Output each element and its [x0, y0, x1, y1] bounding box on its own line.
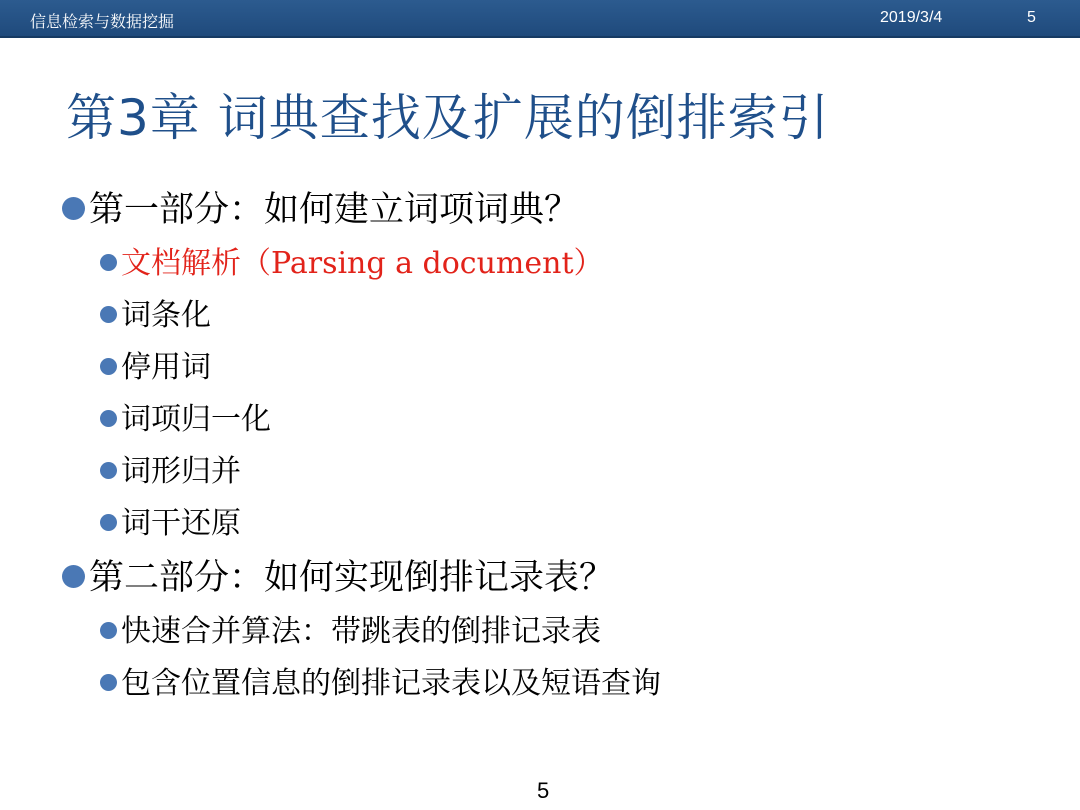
- part1-heading-item: [62, 182, 1062, 238]
- slide-title: 第3章 词典查找及扩展的倒排索引: [66, 89, 830, 147]
- slide-content: [62, 182, 1062, 710]
- list-item: [62, 394, 1062, 446]
- list-item: [62, 446, 1062, 498]
- header-bar: [0, 0, 1080, 38]
- list-item: [62, 342, 1062, 394]
- list-item-text: 词形归并: [121, 454, 241, 489]
- list-item: [62, 498, 1062, 550]
- part1-heading: 第一部分：如何建立词项词典？: [89, 190, 580, 230]
- list-item-text: 词条化: [121, 298, 211, 333]
- bullet-icon: [100, 674, 117, 691]
- part2-heading: 第二部分：如何实现倒排记录表？: [89, 558, 615, 598]
- highlighted-item-text: 文档解析（Parsing a document）: [121, 246, 604, 281]
- bullet-icon: [100, 254, 117, 271]
- list-item-text: 词项归一化: [121, 402, 271, 437]
- list-item-text: 停用词: [121, 350, 211, 385]
- bullet-icon: [62, 197, 85, 220]
- list-item: [62, 290, 1062, 342]
- list-item-text: 包含位置信息的倒排记录表以及短语查询: [121, 666, 661, 701]
- list-item: [62, 238, 1062, 290]
- course-title: 信息检索与数据挖掘: [30, 12, 175, 31]
- list-item-text: 词干还原: [121, 506, 241, 541]
- footer-page-number: 5: [537, 778, 550, 803]
- bullet-icon: [62, 565, 85, 588]
- bullet-icon: [100, 462, 117, 479]
- bullet-icon: [100, 306, 117, 323]
- bullet-icon: [100, 514, 117, 531]
- bullet-icon: [100, 410, 117, 427]
- part2-heading-item: [62, 550, 1062, 606]
- header-page-number: 5: [1027, 9, 1036, 26]
- bullet-icon: [100, 358, 117, 375]
- bullet-icon: [100, 622, 117, 639]
- slide-date: 2019/3/4: [880, 9, 943, 26]
- list-item: [62, 606, 1062, 658]
- list-item-text: 快速合并算法：带跳表的倒排记录表: [121, 614, 601, 649]
- list-item: [62, 658, 1062, 710]
